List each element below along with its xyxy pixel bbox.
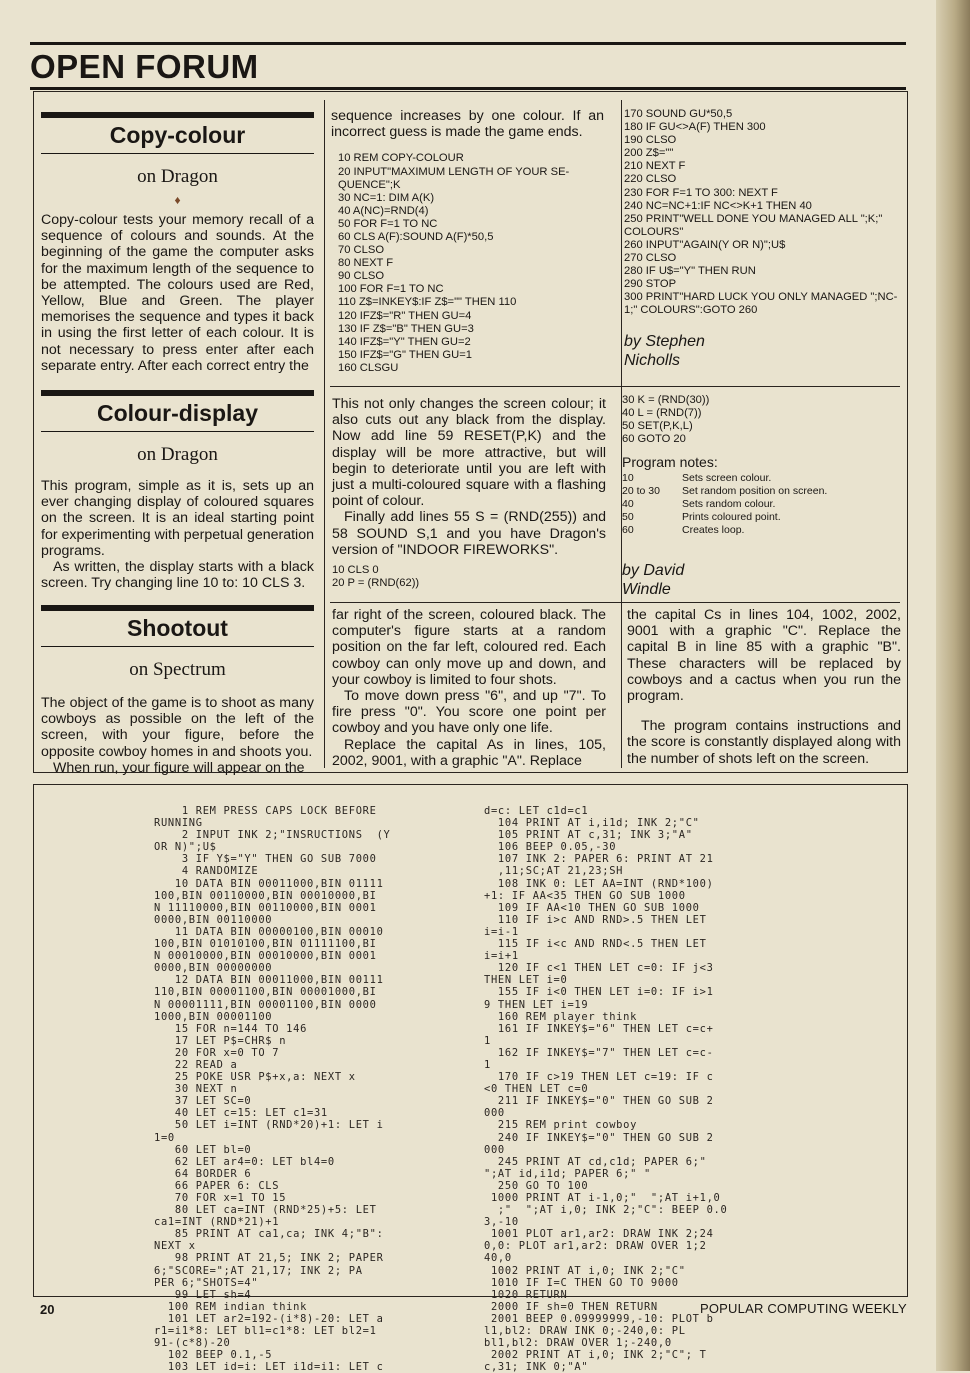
code-line: 115 IF i<c AND RND<.5 THEN LET (484, 938, 707, 951)
code-line: d=c: LET c1d=c1 (484, 805, 589, 817)
code-line: 250 PRINT"WELL DONE YOU MANAGED ALL ";K;" COLOURS" (624, 212, 886, 238)
code-line: 110,BIN 00001100,BIN 00001000,BI (154, 986, 377, 999)
column-divider-1 (324, 100, 325, 768)
code-line: 150 IFZ$="G" THEN GU=1 (338, 348, 472, 361)
code-line: 100 REM indian think (154, 1300, 308, 1313)
code-line: 160 CLSGU (338, 361, 399, 374)
article-title: Colour-display (41, 390, 314, 432)
notes-text: Creates loop. (682, 524, 745, 537)
code-line: THEN LET i=0 (484, 974, 568, 987)
code-line: 103 LET id=i: LET i1d=i1: LET c (154, 1361, 384, 1373)
code-line: 245 PRINT AT cd,c1d; PAPER 6;" (484, 1155, 707, 1168)
notes-text: Sets random colour. (682, 498, 776, 511)
code-line: 200 Z$="" (624, 147, 674, 160)
code-line: 110 Z$=INKEY$:IF Z$="" THEN 110 (338, 296, 517, 309)
code-line: RUNNING (154, 817, 203, 830)
article-colour-display (41, 390, 314, 591)
code-line: 290 STOP (624, 278, 677, 291)
code-line: 130 IF Z$="B" THEN GU=3 (338, 322, 474, 335)
code-line: 17 LET P$=CHR$ n (154, 1034, 287, 1047)
article-body: Finally add lines 55 S = (RND(255)) and 58 SOUND S,1 and you have Dragon's version of "INDOOR FIREWORKS". (332, 509, 606, 558)
code-line: N 00001111,BIN 00001100,BIN 0000 (154, 998, 377, 1011)
code-line: <0 THEN LET c=0 (484, 1083, 589, 1096)
article-body: the capital Cs in lines 104, 1002, 2002, 9001 with a graphic "C". Replace the capital B in line 85 with a graphic "B". These characters will be replaced by cowboys and a cactus when you run the program. (627, 607, 901, 705)
code-line: 30 NC=1: DIM A(K) (338, 191, 435, 204)
notes-line: 50 (622, 511, 634, 524)
code-line: 80 NEXT F (338, 257, 394, 270)
code-line: PER 6;"SHOTS=4" (154, 1276, 259, 1289)
publication-name: POPULAR COMPUTING WEEKLY (700, 1301, 907, 1316)
code-line: 60 LET bl=0 (154, 1143, 252, 1156)
code-line: 102 BEEP 0.1,-5 (154, 1349, 273, 1362)
code-line: 161 IF INKEY$="6" THEN LET c=c+ (484, 1022, 714, 1035)
code-line: 1 (484, 1058, 491, 1071)
article-platform: on Spectrum (129, 659, 226, 680)
code-line: 1010 IF I=C THEN GO TO 9000 (484, 1276, 679, 1289)
notes-row (622, 511, 900, 524)
section-masthead (30, 42, 906, 90)
code-line: 215 REM print cowboy (484, 1119, 638, 1132)
code-line: 64 BORDER 6 (154, 1167, 252, 1180)
code-line: 107 INK 2: PAPER 6: PRINT AT 21 (484, 853, 714, 866)
code-line: 20 INPUT"MAXIMUM LENGTH OF YOUR SE-QUENCE";K (338, 165, 570, 191)
code-line: 260 INPUT"AGAIN(Y OR N)";U$ (624, 238, 786, 251)
article-body: Copy-colour tests your memory recall of a sequence of colours and sounds. At the beginning of the game the computer asks for the maximum length of the sequence to be attempted. The colours used are Red, Yellow, Blue and Green. The player memorises the sequence and types it back in using the first letter of each colour. It is not necessary to press enter after each separate entry. After each correct entry the (41, 212, 314, 374)
code-line: 0,0: PLOT ar1,ar2: DRAW OVER 1;2 (484, 1240, 707, 1253)
code-line: 000 (484, 1107, 505, 1120)
code-line: 10 REM COPY-COLOUR (338, 152, 464, 165)
code-line: l1,bl2: DRAW INK 0;-240,0: PL (484, 1325, 686, 1338)
code-line: 70 CLSO (338, 244, 385, 257)
code-line: ca1=INT (RND*21)+1 (154, 1216, 280, 1229)
masthead-bottom-rule (30, 87, 906, 90)
code-line: 37 LET SC=0 (154, 1095, 252, 1108)
code-line: 270 CLSO (624, 252, 677, 265)
code-line: 0000,BIN 00000000 (154, 962, 273, 975)
code-line: 250 GO TO 100 (484, 1179, 589, 1192)
article-body: Replace the capital As in lines, 105, 2002, 9001, with a graphic "A". Replace (332, 736, 606, 769)
code-line: 160 REM player think (484, 1010, 638, 1023)
code-line: 2 INPUT INK 2;"INSRUCTIONS (Y (154, 829, 391, 842)
code-line: 1020 RETURN (484, 1288, 568, 1301)
code-line: 1002 PRINT AT i,0; INK 2;"C" (484, 1264, 686, 1277)
code-line: 50 LET i=INT (RND*20)+1: LET i (154, 1119, 384, 1132)
code-line: 25 POKE USR P$+x,a: NEXT x (154, 1071, 356, 1084)
code-line: 300 PRINT"HARD LUCK YOU ONLY MANAGED ";NC-1;" COLOURS":GOTO 260 (624, 291, 898, 317)
notes-row (622, 485, 900, 498)
article-copy-colour (41, 112, 314, 374)
code-line: bl1,bl2: DRAW OVER 1;-240,0 (484, 1337, 672, 1350)
code-line: NEXT x (154, 1240, 196, 1253)
code-line: 30 NEXT n (154, 1083, 238, 1096)
code-line: 60 CLS A(F):SOUND A(F)*50,5 (338, 230, 494, 243)
code-line: 3,-10 (484, 1216, 519, 1229)
code-listing-colour-display-a (332, 564, 606, 590)
program-notes-title: Program notes: (622, 454, 718, 471)
ornament-icon: ♦ (174, 193, 181, 207)
code-line: 106 BEEP 0.05,-30 (484, 841, 617, 854)
code-line: 50 SET(P,K,L) (622, 420, 693, 433)
row-divider-1 (330, 386, 900, 387)
code-line: 180 IF GU<>A(F) THEN 300 (624, 121, 766, 134)
code-line: c,31; INK 0;"A" (484, 1361, 589, 1373)
code-line: 20 P = (RND(62)) (332, 577, 420, 590)
notes-text: Sets screen colour. (682, 472, 772, 485)
code-line: 100 FOR F=1 TO NC (338, 283, 444, 296)
code-line: 108 INK 0: LET AA=INT (RND*100) (484, 877, 714, 890)
code-line: 98 PRINT AT 21,5; INK 2; PAPER (154, 1252, 384, 1265)
code-line: 280 IF U$="Y" THEN RUN (624, 265, 756, 278)
program-notes (622, 472, 900, 537)
listing-column-right (484, 805, 727, 1373)
code-line: ";AT id,i1d; PAPER 6;" " (484, 1167, 651, 1180)
code-line: 000 (484, 1143, 505, 1156)
code-line: ,11;SC;AT 21,23;SH (484, 865, 624, 878)
code-line: 100,BIN 01010100,BIN 01111100,BI (154, 938, 377, 951)
code-line: 162 IF INKEY$="7" THEN LET c=c- (484, 1046, 714, 1059)
code-line: 91-(c*8)-20 (154, 1337, 231, 1350)
notes-line: 60 (622, 524, 634, 537)
code-line: 9 THEN LET i=19 (484, 998, 589, 1011)
copy-colour-continued (331, 108, 604, 375)
code-line: 62 LET ar4=0: LET bl4=0 (154, 1155, 335, 1168)
section-title: OPEN FORUM (30, 48, 259, 85)
article-body: When run, your figure will appear on the (53, 759, 305, 776)
code-line: 40,0 (484, 1252, 512, 1265)
article-body: The object of the game is to shoot as many cowboys as possible on the left of the screen, with your figure, before the opposite cowboy homes in and shoots you. (41, 695, 314, 760)
copy-colour-listing-right (624, 108, 900, 370)
notes-row (622, 472, 900, 485)
code-line: 140 IFZ$="Y" THEN GU=2 (338, 335, 471, 348)
notes-line: 40 (622, 498, 634, 511)
code-line: 3 IF Y$="Y" THEN GO SUB 7000 (154, 853, 377, 866)
code-line: 110 IF i>c AND RND>.5 THEN LET (484, 913, 707, 926)
code-line: 100,BIN 00110000,BIN 00010000,BI (154, 889, 377, 902)
code-line: 15 FOR n=144 TO 146 (154, 1022, 308, 1035)
code-line: 120 IF c<1 THEN LET c=0: IF j<3 (484, 962, 714, 975)
code-line: 12 DATA BIN 00011000,BIN 00111 (154, 974, 384, 987)
notes-text: Set random position on screen. (682, 485, 828, 498)
code-line: 210 NEXT F (624, 160, 686, 173)
code-line: 2002 PRINT AT i,0; INK 2;"C"; T (484, 1349, 707, 1362)
article-body: far right of the screen, coloured black. The computer's figure starts at a random position on the far left, coloured red. Each cowboy can only move up and down, and your cowboy is limited to four shots. (332, 607, 606, 688)
code-line: 1001 PLOT ar1,ar2: DRAW INK 2;24 (484, 1228, 714, 1241)
code-line: 66 PAPER 6: CLS (154, 1179, 280, 1192)
article-platform: on Dragon (137, 444, 218, 465)
code-line: 1000 PRINT AT i-1,0;" ";AT i+1,0 (484, 1192, 721, 1204)
code-line: 4 RANDOMIZE (154, 865, 259, 878)
code-line: 99 LET sh=4 (154, 1288, 252, 1301)
code-line: 101 LET ar2=192-(i*8)-20: LET a (154, 1312, 384, 1325)
code-line: 60 GOTO 20 (622, 433, 686, 446)
code-line: 240 IF INKEY$="0" THEN GO SUB 2 (484, 1131, 714, 1144)
code-line: 1000,BIN 00001100 (154, 1010, 273, 1023)
notes-line: 10 (622, 472, 634, 485)
notes-text: Prints coloured point. (682, 511, 781, 524)
code-line: OR N)";U$ (154, 841, 217, 854)
code-listing-colour-display-b (622, 394, 900, 446)
article-body: This program, simple as it is, sets up an ever changing display of coloured squares on the screen. It is an ideal starting point for experimenting with perpetual generation programs. (41, 478, 314, 559)
code-line: 170 IF c>19 THEN LET c=19: IF c (484, 1071, 714, 1084)
code-line: i=i+1 (484, 950, 519, 963)
code-line: 120 IFZ$="R" THEN GU=4 (338, 309, 472, 322)
code-line: r1=i1*8: LET bl1=c1*8: LET bl2=1 (154, 1325, 377, 1338)
code-line: 22 READ a (154, 1058, 238, 1071)
code-line: 190 CLSO (624, 134, 677, 147)
article-body-continued: sequence increases by one colour. If an incorrect guess is made the game ends. (331, 108, 604, 141)
code-line: 1=0 (154, 1131, 175, 1144)
code-listing-copy-colour-a (331, 152, 604, 375)
byline: by Stephen Nicholls (624, 332, 705, 369)
colour-display-continued (332, 396, 606, 590)
code-line: 220 CLSO (624, 173, 677, 186)
code-line: 240 NC=NC+1:IF NC<>K+1 THEN 40 (624, 199, 812, 212)
code-line: 155 IF i<0 THEN LET i=0: IF i>1 (484, 986, 714, 999)
article-body: The program contains instructions and the score is constantly displayed along with the number of shots left on the screen. (627, 718, 901, 767)
row-divider-2 (330, 602, 900, 603)
code-line: 105 PRINT AT c,31; INK 3;"A" (484, 829, 693, 842)
article-body: To move down press "6", and up "7". To fire press "0". You score one point per cowboy and you have only one life. (332, 688, 606, 737)
code-line: 2000 IF sh=0 THEN RETURN (484, 1300, 658, 1313)
code-line: 40 L = (RND(7)) (622, 407, 702, 420)
notes-line: 20 to 30 (622, 485, 660, 498)
code-line: 2001 BEEP 0.09999999,-10: PLOT b (484, 1312, 714, 1325)
code-line: 11 DATA BIN 00000100,BIN 00010 (154, 925, 384, 938)
code-line: N 11110000,BIN 00110000,BIN 0001 (154, 901, 377, 914)
shootout-continued (332, 607, 606, 769)
article-body: This not only changes the screen colour; it also cuts out any black from the display. Now add line 59 RESET(P,K) and the display will be more attractive, but will begin to deteriorate until you are left with just a multi-coloured square with a flashing point of colour. (332, 396, 606, 510)
colour-display-right (622, 394, 900, 599)
code-line: 85 PRINT AT ca1,ca; INK 4;"B": (154, 1228, 384, 1241)
code-line: 0000,BIN 00110000 (154, 913, 273, 926)
byline: by David Windle (622, 562, 685, 599)
article-title: Copy-colour (41, 112, 314, 154)
code-line: 6;"SCORE=";AT 21,17; INK 2; PA (154, 1264, 363, 1277)
article-platform: on Dragon (137, 166, 218, 187)
notes-row (622, 524, 900, 537)
code-line: 170 SOUND GU*50,5 (624, 108, 733, 120)
code-line: 10 DATA BIN 00011000,BIN 01111 (154, 877, 384, 890)
code-line: ;" ";AT i,0; INK 2;"C": BEEP 0.0 (484, 1204, 728, 1217)
code-line: 10 CLS 0 (332, 564, 379, 577)
code-line: 109 IF AA<10 THEN GO SUB 1000 (484, 901, 700, 914)
code-line: 1 REM PRESS CAPS LOCK BEFORE (154, 805, 377, 817)
code-line: 80 LET ca=INT (RND*25)+5: LET (154, 1204, 377, 1217)
code-line: 70 FOR x=1 TO 15 (154, 1192, 287, 1204)
code-line: +1: IF AA<35 THEN GO SUB 1000 (484, 889, 686, 902)
code-listing-copy-colour-b (624, 108, 900, 318)
notes-row (622, 498, 900, 511)
article-shootout (41, 605, 314, 776)
code-line: 30 K = (RND(30)) (622, 394, 710, 406)
code-line: 20 FOR x=0 TO 7 (154, 1046, 280, 1059)
code-line: 230 FOR F=1 TO 300: NEXT F (624, 186, 778, 199)
listing-column-left (154, 805, 391, 1373)
page-spine-shadow (936, 0, 970, 1371)
code-line: i=i-1 (484, 925, 519, 938)
code-line: 104 PRINT AT i,i1d; INK 2;"C" (484, 817, 700, 830)
code-line: N 00010000,BIN 00010000,BIN 0001 (154, 950, 377, 963)
shootout-right (627, 607, 901, 767)
code-line: 40 LET c=15: LET c1=31 (154, 1107, 328, 1120)
article-body: As written, the display starts with a black screen. Try changing line 10 to: 10 CLS 3. (41, 559, 314, 592)
code-line: 90 CLSO (338, 270, 385, 283)
article-title: Shootout (41, 605, 314, 647)
code-line: 40 A(NC)=RND(4) (338, 204, 429, 217)
code-line: 1 (484, 1034, 491, 1047)
code-line: 211 IF INKEY$="0" THEN GO SUB 2 (484, 1095, 714, 1108)
code-line: 50 FOR F=1 TO NC (338, 217, 438, 230)
page-number: 20 (40, 1302, 55, 1317)
